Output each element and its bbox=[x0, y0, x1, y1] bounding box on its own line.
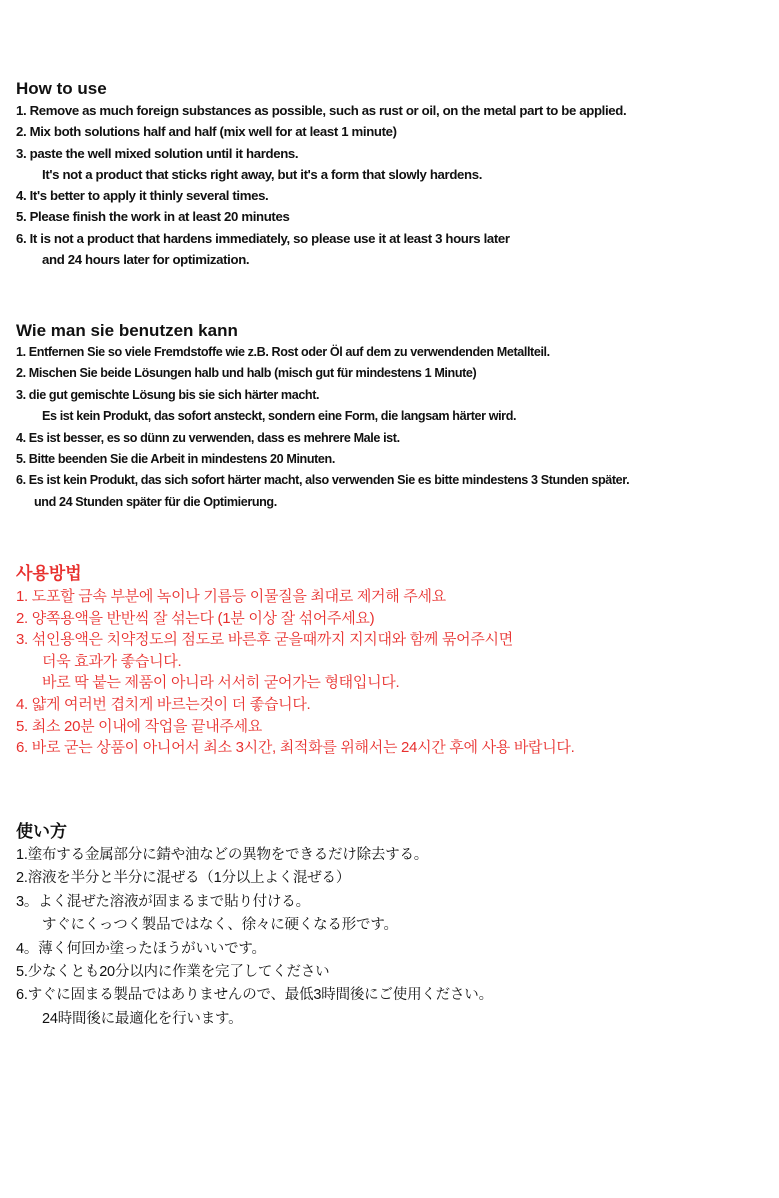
english-step-3: 3. paste the well mixed solution until it hardens. bbox=[16, 145, 299, 161]
german-step-6-continuation: und 24 Stunden später für die Optimierung. bbox=[34, 494, 277, 509]
japanese-step-6: 6.すぐに固まる製品ではありませんので、最低3時間後にご使用ください。 bbox=[16, 987, 493, 1004]
japanese-step-4: 4。薄く何回か塗ったほうがいいです。 bbox=[16, 940, 266, 957]
korean-step-1: 1. 도포할 금속 부분에 녹이나 기름등 이물질을 최대로 제거해 주세요 bbox=[16, 588, 446, 605]
german-step-6: 6. Es ist kein Produkt, das sich sofort härter macht, also verwenden Sie es bitte mindestens 3 Stunden später. bbox=[16, 473, 630, 488]
english-step-6: 6. It is not a product that hardens immediately, so please use it at least 3 hours later bbox=[16, 230, 510, 246]
korean-title: 사용방법 bbox=[16, 564, 82, 583]
japanese-title: 使い方 bbox=[16, 822, 67, 841]
german-step-5: 5. Bitte beenden Sie die Arbeit in mindestens 20 Minuten. bbox=[16, 452, 335, 467]
german-instructions bbox=[16, 320, 771, 513]
korean-step-3: 3. 섞인용액은 치약정도의 점도로 바른후 굳을때까지 지지대와 함께 묶어주시면 bbox=[16, 631, 513, 649]
korean-instructions bbox=[16, 562, 771, 759]
korean-step-6: 6. 바로 굳는 상품이 아니어서 최소 3시간, 최적화를 위해서는 24시간 후에 사용 바랍니다. bbox=[16, 739, 575, 757]
german-step-3: 3. die gut gemischte Lösung bis sie sich härter macht. bbox=[16, 387, 320, 402]
english-step-4: 4. It's better to apply it thinly several times. bbox=[16, 188, 269, 204]
korean-step-4: 4. 얇게 여러번 겹치게 바르는것이 더 좋습니다. bbox=[16, 695, 311, 713]
english-step-6-continuation: and 24 hours later for optimization. bbox=[42, 252, 250, 268]
english-title: How to use bbox=[16, 79, 107, 98]
japanese-step-2: 2.溶液を半分と半分に混ぜる（1分以上よく混ぜる） bbox=[16, 870, 351, 887]
german-step-3-note: Es ist kein Produkt, das sofort ansteckt, sondern eine Form, die langsam härter wird. bbox=[42, 409, 517, 424]
japanese-step-1: 1.塗布する金属部分に錆や油などの異物をできるだけ除去する。 bbox=[16, 847, 429, 863]
german-step-1: 1. Entfernen Sie so viele Fremdstoffe wie z.B. Rost oder Öl auf dem zu verwendenden Metallteil. bbox=[16, 345, 550, 359]
english-step-1: 1. Remove as much foreign substances as possible, such as rust or oil, on the metal part to be applied. bbox=[16, 103, 627, 118]
korean-step-3-continuation: 더욱 효과가 좋습니다. bbox=[42, 652, 182, 670]
english-instructions bbox=[16, 78, 771, 270]
japanese-step-3-note: すぐにくっつく製品ではなく、徐々に硬くなる形です。 bbox=[42, 917, 398, 934]
japanese-instructions bbox=[16, 820, 771, 1031]
japanese-step-5: 5.少なくとも20分以内に作業を完了してください bbox=[16, 964, 330, 981]
german-title: Wie man sie benutzen kann bbox=[16, 321, 238, 340]
korean-step-5: 5. 최소 20분 이내에 작업을 끝내주세요 bbox=[16, 717, 262, 735]
german-step-4: 4. Es ist besser, es so dünn zu verwenden, dass es mehrere Male ist. bbox=[16, 430, 400, 445]
english-step-2: 2. Mix both solutions half and half (mix well for at least 1 minute) bbox=[16, 124, 397, 140]
german-step-2: 2. Mischen Sie beide Lösungen halb und halb (misch gut für mindestens 1 Minute) bbox=[16, 366, 477, 381]
japanese-step-6-continuation: 24時間後に最適化を行います。 bbox=[42, 1010, 243, 1027]
english-step-5: 5. Please finish the work in at least 20 minutes bbox=[16, 209, 290, 225]
korean-step-3-note: 바로 딱 붙는 제품이 아니라 서서히 굳어가는 형태입니다. bbox=[42, 674, 400, 692]
japanese-step-3: 3。よく混ぜた溶液が固まるまで貼り付ける。 bbox=[16, 893, 310, 910]
korean-step-2: 2. 양쪽용액을 반반씩 잘 섞는다 (1분 이상 잘 섞어주세요) bbox=[16, 609, 375, 627]
english-step-3-note: It's not a product that sticks right away, but it's a form that slowly hardens. bbox=[42, 166, 483, 182]
